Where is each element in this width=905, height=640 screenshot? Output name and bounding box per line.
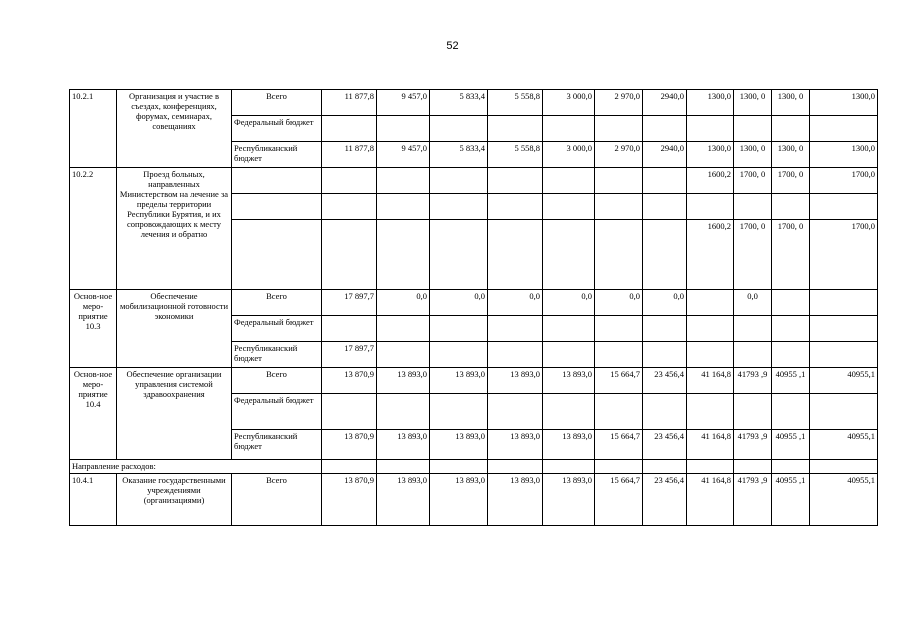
value-cell: 2940,0 [643, 142, 687, 168]
value-cell [687, 116, 734, 142]
value-cell [810, 116, 878, 142]
value-cell: 3 000,0 [543, 90, 595, 116]
funding-source: Всего [232, 368, 322, 394]
direction-label: Направление расходов: [70, 460, 322, 474]
value-cell: 40955 ,1 [772, 474, 810, 526]
value-cell: 13 893,0 [377, 430, 430, 460]
row-code: 10.2.1 [70, 90, 117, 168]
funding-source: Всего [232, 290, 322, 316]
value-cell: 13 893,0 [488, 430, 543, 460]
value-cell [810, 194, 878, 220]
value-cell: 13 893,0 [488, 474, 543, 526]
row-name: Оказание государственными учреждениями (организациями) [117, 474, 232, 526]
value-cell: 41793 ,9 [734, 368, 772, 394]
value-cell: 41 164,8 [687, 430, 734, 460]
value-cell [595, 220, 643, 290]
funding-source: Республиканский бюджет [232, 342, 322, 368]
value-cell [734, 460, 772, 474]
value-cell [488, 460, 543, 474]
value-cell [488, 220, 543, 290]
table-row [70, 90, 878, 116]
value-cell: 41793 ,9 [734, 474, 772, 526]
value-cell: 40955 ,1 [772, 368, 810, 394]
value-cell [430, 168, 488, 194]
value-cell: 1700, 0 [734, 220, 772, 290]
value-cell: 1300, 0 [734, 90, 772, 116]
value-cell: 40955 ,1 [772, 430, 810, 460]
value-cell [543, 316, 595, 342]
value-cell [687, 342, 734, 368]
value-cell [377, 194, 430, 220]
value-cell: 13 870,9 [322, 430, 377, 460]
table-row [70, 368, 878, 394]
value-cell [488, 116, 543, 142]
value-cell [377, 220, 430, 290]
value-cell: 1700,0 [810, 220, 878, 290]
value-cell: 11 877,8 [322, 142, 377, 168]
value-cell [430, 194, 488, 220]
value-cell: 1300, 0 [772, 142, 810, 168]
value-cell [810, 342, 878, 368]
row-name: Обеспечение организации управления системой здравоохранения [117, 368, 232, 460]
value-cell: 1300,0 [810, 142, 878, 168]
value-cell [322, 316, 377, 342]
value-cell [488, 394, 543, 430]
table-row [70, 168, 878, 194]
value-cell: 1300, 0 [772, 90, 810, 116]
value-cell: 0,0 [430, 290, 488, 316]
value-cell [643, 220, 687, 290]
value-cell [772, 316, 810, 342]
value-cell: 13 893,0 [377, 368, 430, 394]
value-cell [322, 116, 377, 142]
funding-source [232, 194, 322, 220]
funding-source: Всего [232, 90, 322, 116]
value-cell [543, 394, 595, 430]
row-name: Обеспечение мобилизационной готовности экономики [117, 290, 232, 368]
value-cell: 40955,1 [810, 474, 878, 526]
value-cell [543, 116, 595, 142]
funding-source: Всего [232, 474, 322, 526]
value-cell [643, 194, 687, 220]
value-cell: 13 893,0 [543, 368, 595, 394]
funding-source: Федеральный бюджет [232, 316, 322, 342]
value-cell: 17 897,7 [322, 290, 377, 316]
value-cell [595, 394, 643, 430]
value-cell: 13 893,0 [430, 368, 488, 394]
value-cell [377, 116, 430, 142]
value-cell [687, 290, 734, 316]
value-cell: 13 893,0 [543, 430, 595, 460]
value-cell [488, 342, 543, 368]
value-cell: 15 664,7 [595, 430, 643, 460]
value-cell [322, 220, 377, 290]
value-cell: 1700, 0 [772, 220, 810, 290]
row-code: Основ-ное меро-приятие 10.4 [70, 368, 117, 460]
value-cell: 0,0 [734, 290, 772, 316]
value-cell [543, 194, 595, 220]
table-row [70, 474, 878, 526]
value-cell: 13 893,0 [430, 430, 488, 460]
budget-table [69, 89, 878, 526]
value-cell [595, 342, 643, 368]
value-cell [543, 460, 595, 474]
value-cell: 13 893,0 [377, 474, 430, 526]
value-cell [734, 116, 772, 142]
value-cell: 41 164,8 [687, 368, 734, 394]
value-cell: 23 456,4 [643, 474, 687, 526]
value-cell [595, 460, 643, 474]
value-cell [377, 342, 430, 368]
value-cell [543, 168, 595, 194]
funding-source: Республиканский бюджет [232, 142, 322, 168]
funding-source: Федеральный бюджет [232, 116, 322, 142]
value-cell: 17 897,7 [322, 342, 377, 368]
value-cell [772, 460, 810, 474]
value-cell: 13 893,0 [430, 474, 488, 526]
value-cell: 0,0 [643, 290, 687, 316]
value-cell: 1600,2 [687, 168, 734, 194]
value-cell: 5 833,4 [430, 90, 488, 116]
value-cell [322, 194, 377, 220]
value-cell: 13 870,9 [322, 474, 377, 526]
value-cell: 9 457,0 [377, 142, 430, 168]
row-name: Организация и участие в съездах, конференциях, форумах, семинарах, совещаниях [117, 90, 232, 168]
value-cell [772, 116, 810, 142]
value-cell [430, 316, 488, 342]
value-cell [772, 290, 810, 316]
value-cell: 15 664,7 [595, 474, 643, 526]
value-cell [643, 394, 687, 430]
value-cell: 2 970,0 [595, 90, 643, 116]
value-cell [377, 168, 430, 194]
value-cell: 1700, 0 [734, 168, 772, 194]
value-cell [430, 342, 488, 368]
row-code: Основ-ное меро-приятие 10.3 [70, 290, 117, 368]
value-cell [643, 342, 687, 368]
row-code: 10.2.2 [70, 168, 117, 290]
value-cell: 13 870,9 [322, 368, 377, 394]
value-cell [430, 394, 488, 430]
value-cell [595, 194, 643, 220]
value-cell [687, 194, 734, 220]
row-code: 10.4.1 [70, 474, 117, 526]
value-cell [810, 290, 878, 316]
value-cell: 1600,2 [687, 220, 734, 290]
value-cell: 23 456,4 [643, 430, 687, 460]
value-cell [322, 168, 377, 194]
value-cell [488, 316, 543, 342]
table-row [70, 460, 878, 474]
value-cell: 0,0 [377, 290, 430, 316]
value-cell [687, 460, 734, 474]
value-cell [543, 342, 595, 368]
value-cell: 9 457,0 [377, 90, 430, 116]
value-cell: 11 877,8 [322, 90, 377, 116]
value-cell [810, 394, 878, 430]
funding-source: Федеральный бюджет [232, 394, 322, 430]
value-cell: 1700,0 [810, 168, 878, 194]
value-cell: 13 893,0 [488, 368, 543, 394]
value-cell [595, 168, 643, 194]
value-cell [687, 316, 734, 342]
value-cell [734, 394, 772, 430]
value-cell [430, 116, 488, 142]
value-cell [643, 316, 687, 342]
value-cell: 2940,0 [643, 90, 687, 116]
value-cell [430, 460, 488, 474]
value-cell [810, 316, 878, 342]
value-cell: 1300, 0 [734, 142, 772, 168]
value-cell [810, 460, 878, 474]
value-cell [488, 194, 543, 220]
table-row [70, 290, 878, 316]
value-cell: 1300,0 [810, 90, 878, 116]
value-cell: 23 456,4 [643, 368, 687, 394]
value-cell: 1700, 0 [772, 168, 810, 194]
value-cell: 5 558,8 [488, 142, 543, 168]
value-cell [687, 394, 734, 430]
value-cell [772, 342, 810, 368]
value-cell [377, 316, 430, 342]
value-cell: 1300,0 [687, 90, 734, 116]
value-cell: 5 833,4 [430, 142, 488, 168]
value-cell [734, 342, 772, 368]
value-cell [734, 194, 772, 220]
value-cell [377, 394, 430, 430]
value-cell: 3 000,0 [543, 142, 595, 168]
value-cell [488, 168, 543, 194]
value-cell: 40955,1 [810, 430, 878, 460]
value-cell [643, 116, 687, 142]
value-cell [595, 116, 643, 142]
value-cell: 0,0 [488, 290, 543, 316]
row-name: Проезд больных, направленных Министерством на лечение за пределы территории Республики Бурятия, и их сопровождающих к месту лечения и обратно [117, 168, 232, 290]
value-cell: 2 970,0 [595, 142, 643, 168]
value-cell [595, 316, 643, 342]
value-cell [643, 168, 687, 194]
value-cell: 0,0 [543, 290, 595, 316]
value-cell: 13 893,0 [543, 474, 595, 526]
value-cell: 5 558,8 [488, 90, 543, 116]
value-cell: 40955,1 [810, 368, 878, 394]
value-cell [322, 460, 377, 474]
value-cell: 15 664,7 [595, 368, 643, 394]
value-cell: 41793 ,9 [734, 430, 772, 460]
value-cell [543, 220, 595, 290]
value-cell [322, 394, 377, 430]
value-cell: 41 164,8 [687, 474, 734, 526]
funding-source: Республиканский бюджет [232, 430, 322, 460]
value-cell: 1300,0 [687, 142, 734, 168]
value-cell: 0,0 [595, 290, 643, 316]
value-cell [430, 220, 488, 290]
value-cell [772, 194, 810, 220]
value-cell [643, 460, 687, 474]
funding-source [232, 220, 322, 290]
value-cell [772, 394, 810, 430]
funding-source [232, 168, 322, 194]
page-number: 52 [446, 40, 459, 52]
value-cell [734, 316, 772, 342]
value-cell [377, 460, 430, 474]
